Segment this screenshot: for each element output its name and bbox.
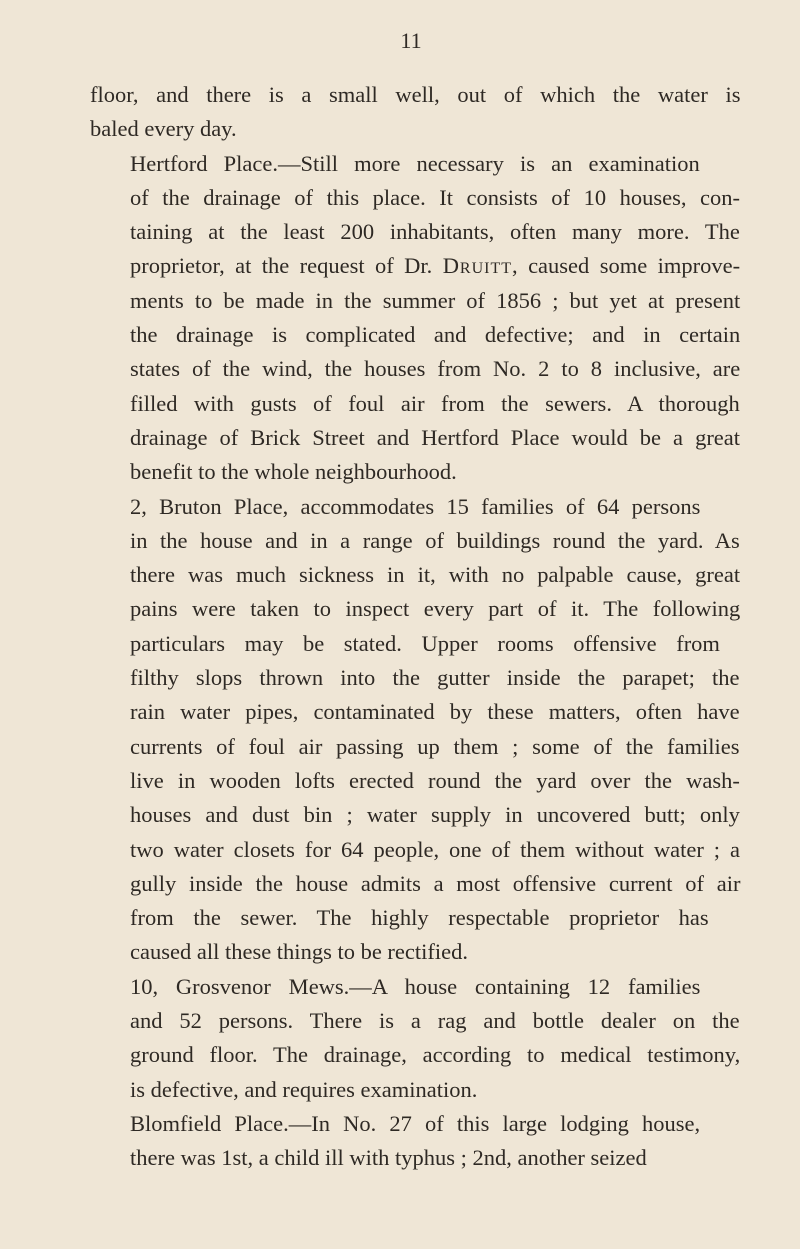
text-line: the drainage is complicated and defective; and in certain: [130, 322, 741, 348]
paragraph: [90, 490, 740, 970]
text-line: taining at the least 200 inhabitants, often many more. The: [130, 219, 740, 245]
text-line: states of the wind, the houses from No. 2 to 8 inclusive, are: [130, 356, 741, 382]
text-line: currents of foul air passing up them ; some of the families: [130, 733, 740, 759]
text-line: two water closets for 64 people, one of them without water ; a: [130, 836, 740, 862]
text-line: Hertford Place.—Still more necessary is an examination: [130, 150, 700, 176]
page-number: 11: [400, 28, 422, 53]
paragraph: [90, 970, 740, 1107]
text-line: pains were taken to inspect every part of it. The following: [130, 596, 741, 622]
text-line: in the house and in a range of buildings round the yard. As: [130, 527, 740, 553]
text-line: there was 1st, a child ill with typhus ; 2nd, another seized: [130, 1145, 647, 1171]
text-line: ground floor. The drainage, according to medical testimony,: [130, 1042, 741, 1068]
text-line: filthy slops thrown into the gutter inside the parapet; the: [130, 665, 740, 691]
text-line: caused all these things to be rectified.: [130, 939, 469, 965]
text-line: floor, and there is a small well, out of which the water is: [90, 82, 741, 107]
author-name-smallcaps: Druitt: [442, 253, 513, 279]
paragraph: [90, 78, 740, 147]
text-line: live in wooden lofts erected round the yard over the wash-: [130, 767, 740, 793]
text-line: from the sewer. The highly respectable proprietor has: [130, 905, 709, 931]
body-text: [90, 78, 740, 1176]
text-line: filled with gusts of foul air from the sewers. A thorough: [130, 390, 740, 416]
text-line: baled every day.: [90, 116, 237, 142]
text-line: Blomfield Place.—In No. 27 of this large lodging house,: [130, 1110, 701, 1136]
text-line: there was much sickness in it, with no palpable cause, great: [130, 562, 741, 588]
text-line: 10, Grosvenor Mews.—A house containing 12 families: [130, 973, 701, 999]
text-line: of the drainage of this place. It consists of 10 houses, con-: [130, 184, 740, 210]
text-line: particulars may be stated. Upper rooms offensive from: [130, 630, 720, 656]
text-line: houses and dust bin ; water supply in uncovered butt; only: [130, 802, 740, 828]
text-line: benefit to the whole neighbourhood.: [130, 459, 457, 485]
text-line: and 52 persons. There is a rag and bottle dealer on the: [130, 1008, 740, 1034]
text-line: ments to be made in the summer of 1856 ; but yet at present: [130, 287, 741, 313]
text-run: proprietor, at the request of Dr.: [130, 253, 443, 279]
text-line: drainage of Brick Street and Hertford Place would be a great: [130, 424, 741, 450]
paragraph: [90, 147, 740, 490]
paragraph: [90, 1107, 740, 1176]
text-line: 2, Bruton Place, accommodates 15 families of 64 persons: [130, 493, 701, 519]
text-line: rain water pipes, contaminated by these matters, often have: [130, 699, 740, 725]
text-run: , caused some improve-: [512, 253, 741, 279]
text-line: is defective, and requires examination.: [130, 1076, 478, 1102]
text-line: gully inside the house admits a most offensive current of air: [130, 870, 741, 896]
text-line: [90, 249, 740, 283]
